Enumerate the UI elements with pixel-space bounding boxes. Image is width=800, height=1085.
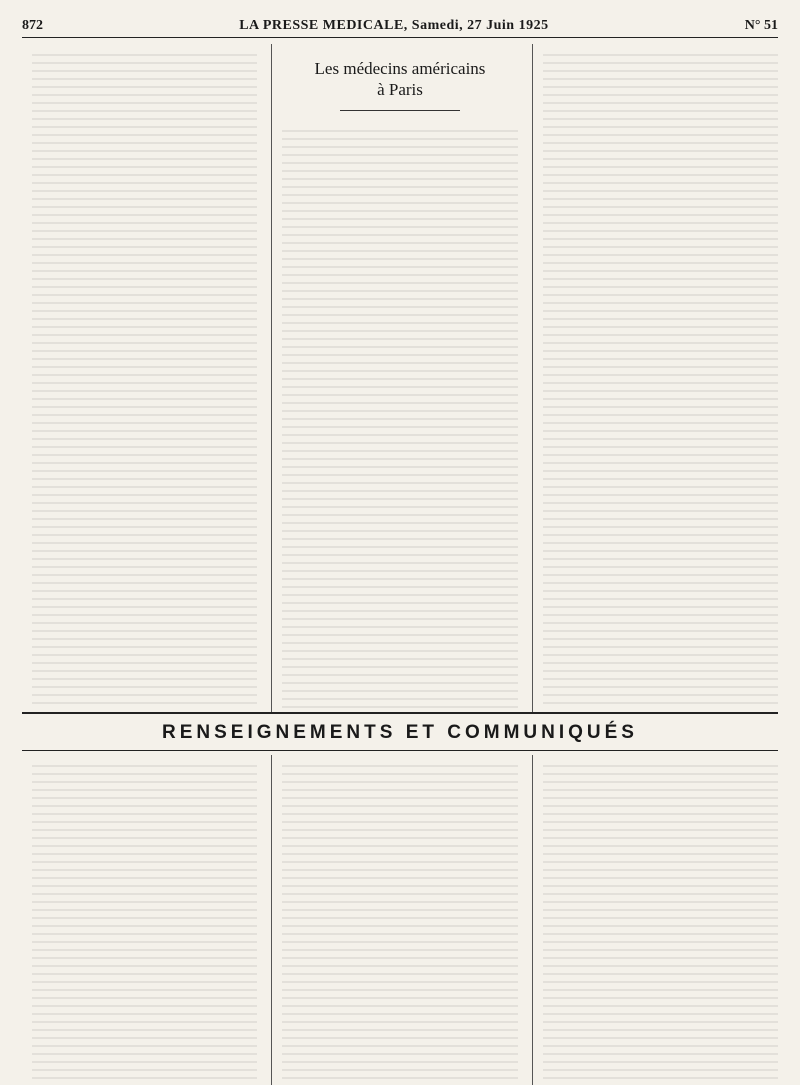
unreadable-text-block: [543, 759, 778, 1081]
running-title: LA PRESSE MEDICALE, Samedi, 27 Juin 1925: [239, 18, 549, 33]
running-header: [22, 18, 778, 38]
unreadable-text-block: [32, 759, 257, 1081]
theses-column: [22, 44, 257, 712]
page-number: 872: [22, 18, 43, 33]
unreadable-text-block: [282, 124, 517, 708]
unreadable-text-block: [32, 48, 257, 708]
title-rule: [340, 110, 460, 111]
article-title-line-1: Les médecins américains: [314, 59, 486, 78]
classifieds-column-3: [532, 755, 778, 1085]
unreadable-text-block: [543, 48, 778, 708]
upper-section: [22, 44, 778, 714]
issue-number: N° 51: [744, 18, 778, 33]
classifieds-banner: RENSEIGNEMENTS ET COMMUNIQUÉS: [22, 714, 778, 751]
classifieds-column-1: [22, 755, 257, 1085]
unreadable-text-block: [282, 759, 517, 1081]
classifieds-column-2: [271, 755, 517, 1085]
classifieds-section: [22, 755, 778, 1085]
article-title-line-2: à Paris: [377, 80, 423, 99]
article-continued-column: [532, 44, 778, 712]
article-header: [282, 44, 517, 119]
article-column: [271, 44, 517, 712]
